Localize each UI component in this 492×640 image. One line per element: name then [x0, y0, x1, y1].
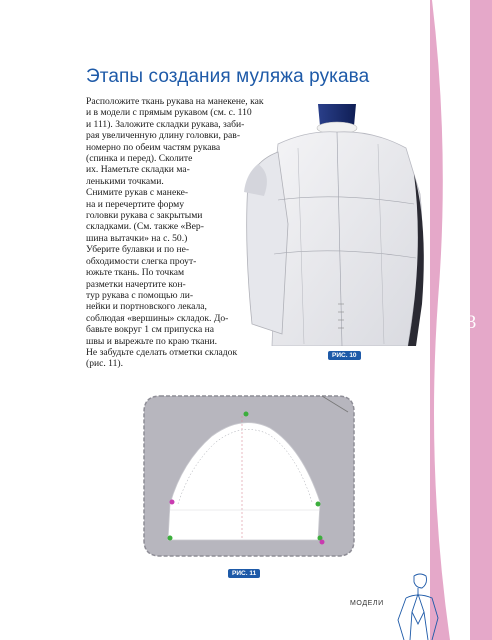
fig10-label: РИС. 10	[328, 351, 361, 360]
body-line: (спинка и перед). Сколите	[86, 153, 193, 165]
body-line: головки рукава с закрытыми	[86, 210, 203, 222]
body-line: тур рукава с помощью ли-	[86, 289, 194, 301]
body-line: обходимости слегка проут-	[86, 255, 197, 267]
body-line: нейки и портновского лекала,	[86, 301, 207, 313]
body-line: и в модели с прямым рукавом (см. с. 110	[86, 107, 252, 119]
page-title: Этапы создания муляжа рукава	[86, 66, 370, 87]
body-line: рая увеличенную длину головки, рав-	[86, 130, 241, 142]
body-line: Расположите ткань рукава на манекене, как	[86, 96, 264, 107]
fashion-sketch-icon	[388, 572, 452, 640]
body-line: (рис. 11).	[86, 358, 124, 370]
body-line: складками. (См. также «Вер-	[86, 221, 204, 233]
body-line: номерно по обеим частям рукава	[86, 141, 221, 153]
body-line: шина вытачки» на с. 50.)	[86, 232, 188, 244]
fig11-label: РИС. 11	[228, 569, 260, 578]
body-line: Не забудьте сделать отметки складок	[86, 346, 238, 358]
fig10-mannequin-photo	[238, 104, 428, 346]
body-line: южьте ткань. По точкам	[86, 267, 185, 279]
body-line: соблюдая «вершины» складок. До-	[86, 312, 229, 324]
body-line: разметки начертите кон-	[86, 278, 186, 290]
body-line: ленькими точками.	[86, 175, 164, 187]
body-line: и 111). Заложите складки рукава, заби-	[86, 118, 245, 130]
body-line: бавьте вокруг 1 см припуска на	[86, 324, 214, 336]
body-line: швы и вырежьте по краю ткани.	[86, 335, 218, 347]
body-line: Снимите рукав с манеке-	[86, 187, 189, 199]
body-line: на и перечертите форму	[86, 198, 184, 210]
body-line: их. Наметьте складки ма-	[86, 164, 190, 176]
body-line: Уберите булавки и по не-	[86, 244, 190, 256]
fig11-sleeve-pattern-photo	[142, 392, 356, 558]
page-number: 173	[447, 312, 477, 333]
section-label: МОДЕЛИ	[350, 600, 384, 607]
